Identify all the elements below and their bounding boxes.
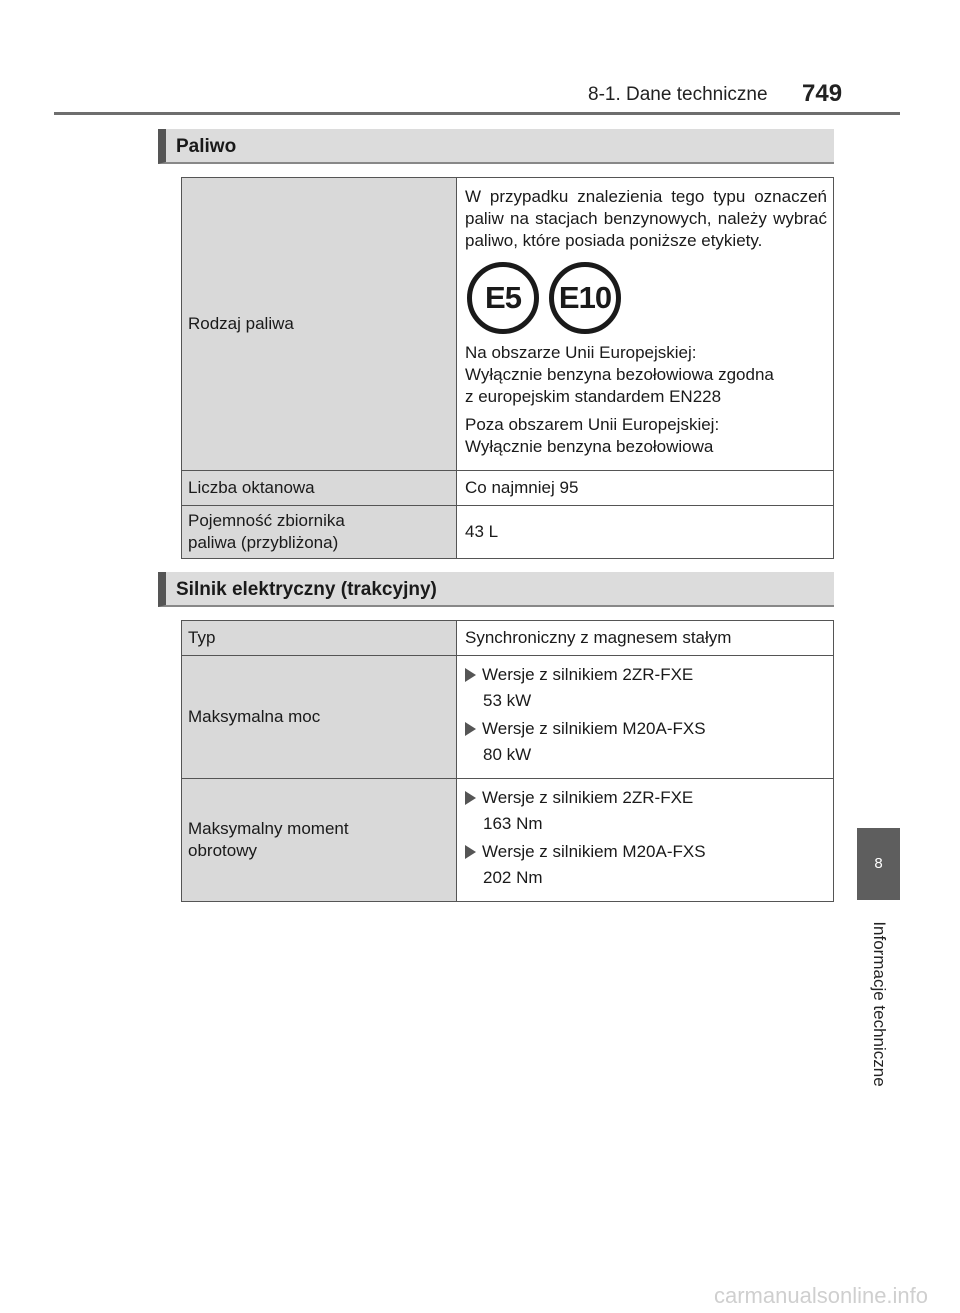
- tank-capacity-label: Pojemność zbiornika paliwa (przybliżona): [182, 506, 457, 559]
- e5-fuel-label-icon: E5: [467, 262, 539, 334]
- chapter-tab: 8: [857, 828, 900, 900]
- table-row: [182, 621, 834, 656]
- motor-type-value: Synchroniczny z magnesem stałym: [457, 621, 834, 656]
- motor-type-label: Typ: [182, 621, 457, 656]
- table-row: [182, 779, 834, 902]
- list-item: Wersje z silnikiem 2ZR-FXE: [465, 787, 827, 809]
- e10-fuel-label-icon: E10: [549, 262, 621, 334]
- header-divider: [54, 112, 900, 115]
- bullet-arrow-icon: [465, 845, 476, 859]
- fuel-table: [181, 177, 834, 559]
- max-power-label: Maksymalna moc: [182, 656, 457, 779]
- list-item: Wersje z silnikiem 2ZR-FXE: [465, 664, 827, 686]
- fuel-type-label: Rodzaj paliwa: [182, 178, 457, 471]
- eu-requirement: Na obszarze Unii Europejskiej: Wyłącznie benzyna bezołowiowa zgodna z europejskim standardem EN228: [465, 343, 774, 406]
- section-header: 8-1. Dane techniczne: [588, 84, 768, 105]
- max-torque-value: Wersje z silnikiem 2ZR-FXE 163 Nm Wersje z silnikiem M20A-FXS 202 Nm: [457, 779, 834, 902]
- list-item: Wersje z silnikiem M20A-FXS: [465, 841, 827, 863]
- motor-section-title: Silnik elektryczny (trakcyjny): [176, 579, 437, 600]
- fuel-type-value: [457, 178, 834, 471]
- table-row: [182, 656, 834, 779]
- fuel-label-badges: [467, 262, 827, 334]
- non-eu-requirement: Poza obszarem Unii Europejskiej: Wyłącznie benzyna bezołowiowa: [465, 415, 720, 456]
- max-power-value: Wersje z silnikiem 2ZR-FXE 53 kW Wersje z silnikiem M20A-FXS 80 kW: [457, 656, 834, 779]
- fuel-section-heading: [158, 129, 834, 164]
- bullet-arrow-icon: [465, 722, 476, 736]
- max-torque-label: Maksymalny moment obrotowy: [182, 779, 457, 902]
- table-row: [182, 178, 834, 471]
- bullet-arrow-icon: [465, 668, 476, 682]
- watermark: carmanualsonline.info: [714, 1283, 929, 1308]
- table-row: [182, 471, 834, 506]
- motor-section-heading: [158, 572, 834, 607]
- octane-value: Co najmniej 95: [457, 471, 834, 506]
- table-row: [182, 506, 834, 559]
- tank-capacity-value: 43 L: [457, 506, 834, 559]
- fuel-type-intro: W przypadku znalezienia tego typu oznaczeń paliw na stacjach benzynowych, należy wybrać paliwo, które posiada poniższe etykiety.: [465, 187, 827, 250]
- fuel-section-title: Paliwo: [176, 136, 237, 157]
- list-item: Wersje z silnikiem M20A-FXS: [465, 718, 827, 740]
- page-number: 749: [802, 80, 843, 107]
- motor-table: [181, 620, 834, 902]
- bullet-arrow-icon: [465, 791, 476, 805]
- octane-label: Liczba oktanowa: [182, 471, 457, 506]
- chapter-tab-label: Informacje techniczne: [870, 921, 889, 1087]
